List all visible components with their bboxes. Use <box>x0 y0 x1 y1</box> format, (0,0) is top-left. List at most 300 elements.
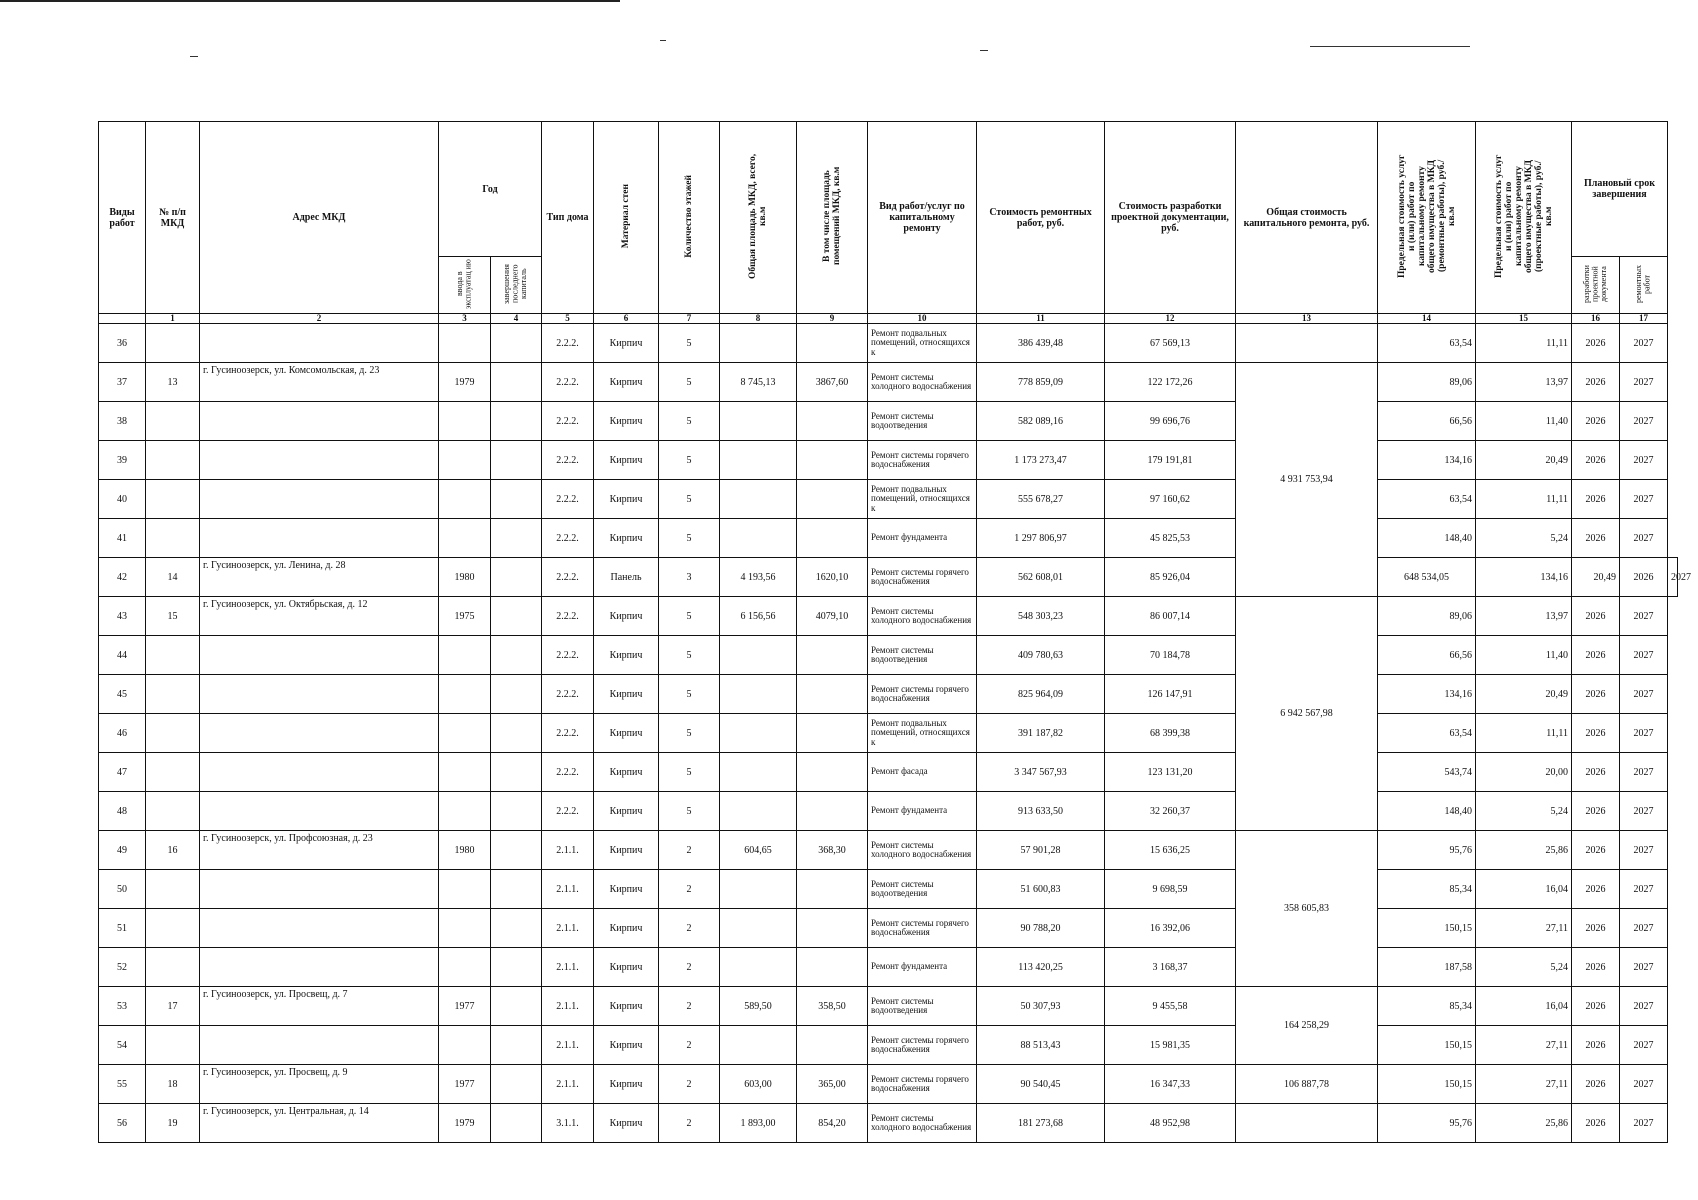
term-design: 2026 <box>1572 402 1620 441</box>
premises-area <box>797 324 868 363</box>
wall-material: Кирпич <box>594 1065 659 1104</box>
total-area: 1 893,00 <box>720 1104 797 1143</box>
premises-area: 1620,10 <box>797 558 868 597</box>
year-commissioned <box>439 870 491 909</box>
row-number: 40 <box>99 480 146 519</box>
header-design-cost: Стоимость разработки проектной документации, руб. <box>1105 122 1236 314</box>
row-number: 43 <box>99 597 146 636</box>
row-number: 46 <box>99 714 146 753</box>
year-commissioned <box>439 714 491 753</box>
design-cost: 16 392,06 <box>1105 909 1236 948</box>
limit-repair: 63,54 <box>1378 714 1476 753</box>
wall-material: Кирпич <box>594 714 659 753</box>
floors: 2 <box>659 1065 720 1104</box>
address-cell <box>200 948 439 987</box>
term-design: 2026 <box>1572 675 1620 714</box>
term-design: 2026 <box>1572 870 1620 909</box>
table-row <box>99 324 1678 363</box>
wall-material: Кирпич <box>594 324 659 363</box>
year-last-repair <box>491 519 542 558</box>
house-type: 2.2.2. <box>542 636 594 675</box>
premises-area: 365,00 <box>797 1065 868 1104</box>
year-last-repair <box>491 714 542 753</box>
total-cost <box>1236 324 1378 363</box>
floors: 5 <box>659 402 720 441</box>
year-last-repair <box>491 1026 542 1065</box>
mkd-number: 13 <box>146 363 200 402</box>
header-year: Год <box>439 122 542 257</box>
term-design: 2026 <box>1572 1065 1620 1104</box>
row-number: 51 <box>99 909 146 948</box>
house-type: 2.2.2. <box>542 441 594 480</box>
repair-cost: 555 678,27 <box>977 480 1105 519</box>
work-kind: Ремонт фундамента <box>868 519 977 558</box>
table-row <box>99 675 1678 714</box>
premises-area <box>797 441 868 480</box>
total-cost: 6 942 567,98 <box>1236 597 1378 831</box>
work-kind: Ремонт системы горячего водоснабжения <box>868 1026 977 1065</box>
term-design: 2026 <box>1572 753 1620 792</box>
term-design: 2026 <box>1572 519 1620 558</box>
premises-area <box>797 480 868 519</box>
year-commissioned <box>439 402 491 441</box>
term-design: 2026 <box>1572 987 1620 1026</box>
floors: 2 <box>659 1026 720 1065</box>
term-repair: 2027 <box>1620 987 1668 1026</box>
floors: 2 <box>659 1104 720 1143</box>
row-number: 55 <box>99 1065 146 1104</box>
design-cost: 16 347,33 <box>1105 1065 1236 1104</box>
floors: 2 <box>659 909 720 948</box>
term-design: 2026 <box>1572 597 1620 636</box>
repair-cost: 51 600,83 <box>977 870 1105 909</box>
limit-repair: 89,06 <box>1378 363 1476 402</box>
floors: 5 <box>659 597 720 636</box>
limit-design: 16,04 <box>1476 987 1572 1026</box>
premises-area <box>797 636 868 675</box>
premises-area <box>797 675 868 714</box>
premises-area <box>797 753 868 792</box>
house-type: 2.2.2. <box>542 753 594 792</box>
year-commissioned <box>439 675 491 714</box>
header-total-area: Общая площадь МКД, всего, кв.м <box>720 122 797 314</box>
repair-cost: 181 273,68 <box>977 1104 1105 1143</box>
total-area: 8 745,13 <box>720 363 797 402</box>
floors: 5 <box>659 675 720 714</box>
repair-cost: 562 608,01 <box>977 558 1105 597</box>
term-repair: 2027 <box>1620 792 1668 831</box>
limit-design: 11,11 <box>1476 714 1572 753</box>
year-last-repair <box>491 753 542 792</box>
total-area <box>720 480 797 519</box>
floors: 5 <box>659 753 720 792</box>
floors: 5 <box>659 441 720 480</box>
total-cost: 106 887,78 <box>1236 1065 1378 1104</box>
limit-repair: 95,76 <box>1378 831 1476 870</box>
header-limit-design: Предельная стоимость услуг и (или) работ по капитальному ремонту общего имущества в МКД (проектные работы), руб./кв.м <box>1476 122 1572 314</box>
year-commissioned <box>439 636 491 675</box>
column-number: 8 <box>720 314 797 324</box>
design-cost: 48 952,98 <box>1105 1104 1236 1143</box>
scan-artifact <box>660 40 666 41</box>
premises-area <box>797 402 868 441</box>
house-type: 3.1.1. <box>542 1104 594 1143</box>
year-commissioned: 1979 <box>439 1104 491 1143</box>
limit-repair: 95,76 <box>1378 1104 1476 1143</box>
mkd-number <box>146 519 200 558</box>
header-year-last-repair: завершения последнего капиталь <box>491 257 542 314</box>
total-area <box>720 948 797 987</box>
column-number: 17 <box>1620 314 1668 324</box>
table-row <box>99 402 1678 441</box>
limit-design: 11,40 <box>1476 636 1572 675</box>
design-cost: 179 191,81 <box>1105 441 1236 480</box>
header-term-repair: ремонтных работ <box>1620 257 1668 314</box>
total-area <box>720 675 797 714</box>
term-repair: 2027 <box>1620 714 1668 753</box>
year-commissioned <box>439 753 491 792</box>
total-area: 604,65 <box>720 831 797 870</box>
year-commissioned: 1977 <box>439 987 491 1026</box>
year-commissioned <box>439 441 491 480</box>
premises-area: 3867,60 <box>797 363 868 402</box>
wall-material: Кирпич <box>594 792 659 831</box>
floors: 5 <box>659 480 720 519</box>
limit-design: 11,11 <box>1476 480 1572 519</box>
work-kind: Ремонт системы горячего водоснабжения <box>868 441 977 480</box>
limit-repair: 148,40 <box>1378 519 1476 558</box>
design-cost: 3 168,37 <box>1105 948 1236 987</box>
term-design: 2026 <box>1572 792 1620 831</box>
premises-area <box>797 948 868 987</box>
term-design: 2026 <box>1572 948 1620 987</box>
limit-repair: 543,74 <box>1378 753 1476 792</box>
floors: 2 <box>659 948 720 987</box>
wall-material: Кирпич <box>594 636 659 675</box>
work-kind: Ремонт системы холодного водоснабжения <box>868 363 977 402</box>
year-last-repair <box>491 909 542 948</box>
limit-design: 27,11 <box>1476 909 1572 948</box>
total-area <box>720 636 797 675</box>
term-repair: 2027 <box>1620 597 1668 636</box>
table-row <box>99 987 1678 1026</box>
house-type: 2.2.2. <box>542 402 594 441</box>
row-number: 53 <box>99 987 146 1026</box>
row-number: 39 <box>99 441 146 480</box>
header-year-commissioned: ввода в эксплуатац ию <box>439 257 491 314</box>
premises-area: 358,50 <box>797 987 868 1026</box>
term-repair: 2027 <box>1620 519 1668 558</box>
mkd-number <box>146 1026 200 1065</box>
house-type: 2.2.2. <box>542 519 594 558</box>
total-area <box>720 753 797 792</box>
year-commissioned: 1975 <box>439 597 491 636</box>
repair-cost: 825 964,09 <box>977 675 1105 714</box>
table-row <box>99 558 1678 597</box>
mkd-number <box>146 753 200 792</box>
limit-repair: 150,15 <box>1378 1026 1476 1065</box>
header-work-kind: Вид работ/услуг по капитальному ремонту <box>868 122 977 314</box>
term-repair: 2027 <box>1620 909 1668 948</box>
year-commissioned: 1980 <box>439 831 491 870</box>
address-cell: г. Гусиноозерск, ул. Центральная, д. 14 <box>200 1104 439 1143</box>
mkd-number <box>146 870 200 909</box>
year-last-repair <box>491 636 542 675</box>
table-row <box>99 909 1678 948</box>
year-last-repair <box>491 831 542 870</box>
wall-material: Кирпич <box>594 597 659 636</box>
house-type: 2.2.2. <box>542 675 594 714</box>
table-row <box>99 714 1678 753</box>
address-cell <box>200 441 439 480</box>
limit-repair: 134,16 <box>1378 441 1476 480</box>
premises-area: 4079,10 <box>797 597 868 636</box>
limit-repair: 85,34 <box>1378 987 1476 1026</box>
mkd-number <box>146 714 200 753</box>
row-number: 52 <box>99 948 146 987</box>
table-row <box>99 1065 1678 1104</box>
limit-design: 20,00 <box>1476 753 1572 792</box>
work-kind: Ремонт подвальных помещений, относящихся к <box>868 714 977 753</box>
year-last-repair <box>491 792 542 831</box>
limit-design: 27,11 <box>1476 1065 1572 1104</box>
total-cost: 164 258,29 <box>1236 987 1378 1065</box>
year-last-repair <box>491 1104 542 1143</box>
repair-cost: 90 540,45 <box>977 1065 1105 1104</box>
limit-repair: 66,56 <box>1378 636 1476 675</box>
mkd-number: 18 <box>146 1065 200 1104</box>
house-type: 2.1.1. <box>542 1026 594 1065</box>
total-area: 589,50 <box>720 987 797 1026</box>
house-type: 2.2.2. <box>542 792 594 831</box>
work-kind: Ремонт системы холодного водоснабжения <box>868 1104 977 1143</box>
premises-area <box>797 1026 868 1065</box>
limit-repair: 148,40 <box>1378 792 1476 831</box>
table-row <box>99 480 1678 519</box>
address-cell: г. Гусиноозерск, ул. Комсомольская, д. 23 <box>200 363 439 402</box>
address-cell <box>200 753 439 792</box>
house-type: 2.1.1. <box>542 909 594 948</box>
design-cost: 68 399,38 <box>1105 714 1236 753</box>
design-cost: 97 160,62 <box>1105 480 1236 519</box>
floors: 2 <box>659 987 720 1026</box>
mkd-number: 14 <box>146 558 200 597</box>
column-number: 6 <box>594 314 659 324</box>
premises-area <box>797 792 868 831</box>
total-area: 6 156,56 <box>720 597 797 636</box>
year-last-repair <box>491 324 542 363</box>
wall-material: Кирпич <box>594 675 659 714</box>
premises-area <box>797 714 868 753</box>
year-last-repair <box>491 948 542 987</box>
premises-area <box>797 870 868 909</box>
year-commissioned: 1977 <box>439 1065 491 1104</box>
column-number: 10 <box>868 314 977 324</box>
repair-cost: 90 788,20 <box>977 909 1105 948</box>
term-repair: 2027 <box>1620 870 1668 909</box>
term-design: 2026 <box>1572 1026 1620 1065</box>
table-row <box>99 753 1678 792</box>
house-type: 2.1.1. <box>542 1065 594 1104</box>
repair-cost: 1 173 273,47 <box>977 441 1105 480</box>
mkd-number <box>146 324 200 363</box>
floors: 5 <box>659 363 720 402</box>
table-row <box>99 363 1678 402</box>
table-row <box>99 636 1678 675</box>
address-cell <box>200 909 439 948</box>
house-type: 2.2.2. <box>542 558 594 597</box>
term-repair: 2027 <box>1620 363 1668 402</box>
year-commissioned <box>439 519 491 558</box>
header-term-design: разработки проектной документа <box>1572 257 1620 314</box>
house-type: 2.2.2. <box>542 597 594 636</box>
term-repair: 2027 <box>1620 1065 1668 1104</box>
limit-repair: 134,16 <box>1378 675 1476 714</box>
year-commissioned <box>439 792 491 831</box>
limit-design: 5,24 <box>1476 519 1572 558</box>
table-row <box>99 792 1678 831</box>
column-number <box>99 314 146 324</box>
header-address: Адрес МКД <box>200 122 439 314</box>
header-floors: Количество этажей <box>659 122 720 314</box>
year-last-repair <box>491 870 542 909</box>
limit-repair: 187,58 <box>1378 948 1476 987</box>
address-cell <box>200 402 439 441</box>
premises-area: 368,30 <box>797 831 868 870</box>
limit-design: 13,97 <box>1476 363 1572 402</box>
wall-material: Кирпич <box>594 909 659 948</box>
wall-material: Кирпич <box>594 753 659 792</box>
design-cost: 86 007,14 <box>1105 597 1236 636</box>
column-number: 1 <box>146 314 200 324</box>
year-last-repair <box>491 402 542 441</box>
work-kind: Ремонт фундамента <box>868 948 977 987</box>
mkd-number: 17 <box>146 987 200 1026</box>
year-commissioned <box>439 909 491 948</box>
total-cost: 648 534,05 <box>1378 558 1476 597</box>
table-row <box>99 870 1678 909</box>
year-last-repair <box>491 363 542 402</box>
limit-repair: 63,54 <box>1378 324 1476 363</box>
mkd-number <box>146 909 200 948</box>
total-cost: 358 605,83 <box>1236 831 1378 987</box>
floors: 2 <box>659 831 720 870</box>
repair-cost: 913 633,50 <box>977 792 1105 831</box>
address-cell: г. Гусиноозерск, ул. Просвещ, д. 7 <box>200 987 439 1026</box>
limit-repair: 63,54 <box>1378 480 1476 519</box>
work-kind: Ремонт подвальных помещений, относящихся к <box>868 324 977 363</box>
address-cell <box>200 480 439 519</box>
limit-repair: 134,16 <box>1476 558 1572 597</box>
table-row <box>99 519 1678 558</box>
term-design: 2026 <box>1620 558 1668 597</box>
total-area: 4 193,56 <box>720 558 797 597</box>
mkd-number: 15 <box>146 597 200 636</box>
year-commissioned <box>439 480 491 519</box>
repair-cost: 50 307,93 <box>977 987 1105 1026</box>
mkd-number <box>146 480 200 519</box>
year-last-repair <box>491 987 542 1026</box>
column-number: 15 <box>1476 314 1572 324</box>
header-house-type: Тип дома <box>542 122 594 314</box>
term-repair: 2027 <box>1620 402 1668 441</box>
total-area <box>720 519 797 558</box>
address-cell <box>200 675 439 714</box>
design-cost: 70 184,78 <box>1105 636 1236 675</box>
house-type: 2.2.2. <box>542 363 594 402</box>
address-cell <box>200 870 439 909</box>
premises-area <box>797 519 868 558</box>
header-mkd-number: № п/п МКД <box>146 122 200 314</box>
wall-material: Кирпич <box>594 1026 659 1065</box>
repair-cost: 113 420,25 <box>977 948 1105 987</box>
capital-repair-table <box>98 121 1692 1143</box>
row-number: 50 <box>99 870 146 909</box>
year-last-repair <box>491 480 542 519</box>
total-area <box>720 909 797 948</box>
design-cost: 32 260,37 <box>1105 792 1236 831</box>
term-repair: 2027 <box>1620 636 1668 675</box>
work-kind: Ремонт фундамента <box>868 792 977 831</box>
row-number: 42 <box>99 558 146 597</box>
house-type: 2.1.1. <box>542 987 594 1026</box>
wall-material: Панель <box>594 558 659 597</box>
wall-material: Кирпич <box>594 363 659 402</box>
term-repair: 2027 <box>1620 948 1668 987</box>
column-number: 11 <box>977 314 1105 324</box>
design-cost: 15 981,35 <box>1105 1026 1236 1065</box>
design-cost: 9 698,59 <box>1105 870 1236 909</box>
design-cost: 45 825,53 <box>1105 519 1236 558</box>
address-cell <box>200 1026 439 1065</box>
row-number: 37 <box>99 363 146 402</box>
column-number: 7 <box>659 314 720 324</box>
work-kind: Ремонт системы холодного водоснабжения <box>868 597 977 636</box>
total-area: 603,00 <box>720 1065 797 1104</box>
term-design: 2026 <box>1572 909 1620 948</box>
limit-repair: 66,56 <box>1378 402 1476 441</box>
term-repair: 2027 <box>1620 324 1668 363</box>
repair-cost: 3 347 567,93 <box>977 753 1105 792</box>
address-cell <box>200 636 439 675</box>
total-area <box>720 714 797 753</box>
house-type: 2.2.2. <box>542 714 594 753</box>
mkd-number <box>146 792 200 831</box>
wall-material: Кирпич <box>594 831 659 870</box>
mkd-number <box>146 402 200 441</box>
repair-cost: 409 780,63 <box>977 636 1105 675</box>
address-cell <box>200 519 439 558</box>
work-kind: Ремонт системы горячего водоснабжения <box>868 675 977 714</box>
address-cell: г. Гусиноозерск, ул. Просвещ, д. 9 <box>200 1065 439 1104</box>
header-wall-material: Материал стен <box>594 122 659 314</box>
header-work-type: Виды работ <box>99 122 146 314</box>
floors: 2 <box>659 870 720 909</box>
wall-material: Кирпич <box>594 870 659 909</box>
wall-material: Кирпич <box>594 987 659 1026</box>
work-kind: Ремонт системы водоотведения <box>868 987 977 1026</box>
design-cost: 99 696,76 <box>1105 402 1236 441</box>
term-design: 2026 <box>1572 480 1620 519</box>
wall-material: Кирпич <box>594 948 659 987</box>
limit-repair: 150,15 <box>1378 1065 1476 1104</box>
column-number: 4 <box>491 314 542 324</box>
header-total-cost: Общая стоимость капитального ремонта, руб. <box>1236 122 1378 314</box>
repair-cost: 88 513,43 <box>977 1026 1105 1065</box>
term-repair: 2027 <box>1620 441 1668 480</box>
wall-material: Кирпич <box>594 1104 659 1143</box>
repair-cost: 386 439,48 <box>977 324 1105 363</box>
